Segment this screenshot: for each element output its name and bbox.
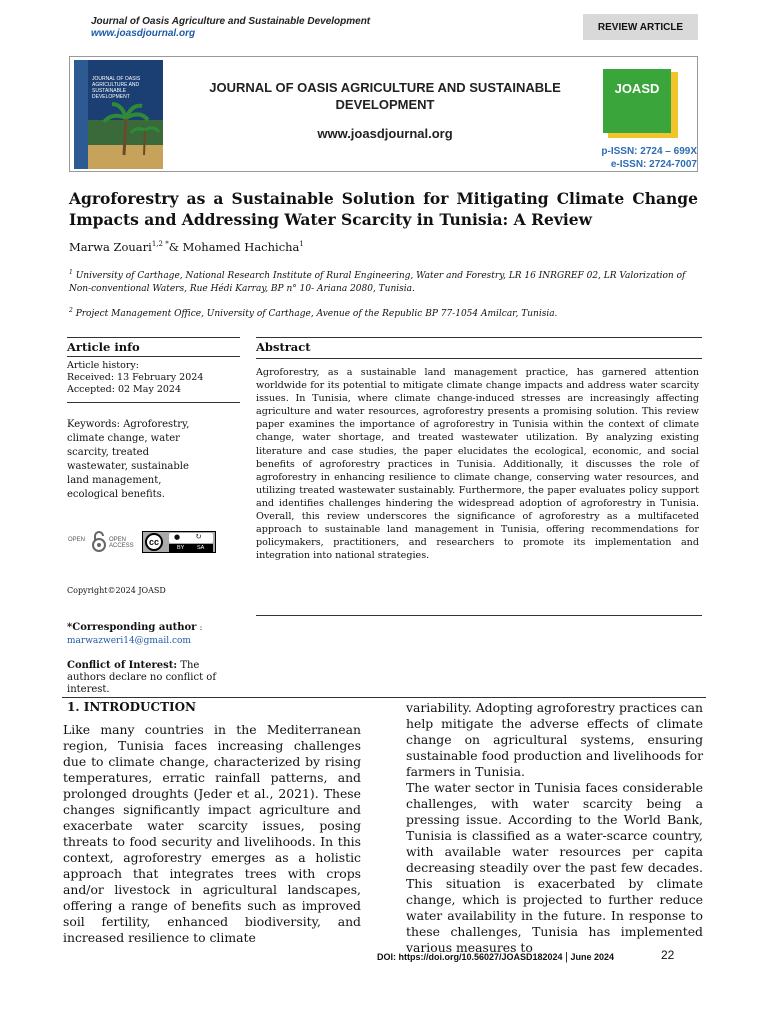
affiliation-text: Project Management Office, University of Carthage, Avenue of the Republic BP 77-1054 Amilcar, Tunisia. <box>75 309 558 319</box>
affiliation-2 <box>69 304 698 321</box>
affiliation-text: University of Carthage, National Research Institute of Rural Engineering, Water and Forestry, LR 16 INRGREF 02, LR Valorization of Non-conventional Waters, Rue Hédi Karray, BP n° 10- Ariana 2080, Tunisia. <box>69 271 686 294</box>
author-superscript: 1 <box>299 240 304 249</box>
open-lock-icon <box>91 530 107 552</box>
issn-block <box>580 145 697 171</box>
corresponding-email-link[interactable]: marwazweri14@gmail.com <box>67 636 191 646</box>
article-history <box>67 360 203 396</box>
history-label: Article history: <box>67 360 139 371</box>
paragraph: variability. Adopting agroforestry practices can help mitigate the adverse effects of climate change on agricultural systems, ensuring sustainable food production and livelihoods for farmers in Tunisia. <box>406 700 703 779</box>
corresponding-author <box>67 622 202 633</box>
author-line <box>69 240 304 254</box>
divider <box>67 337 240 338</box>
received-date: Received: 13 February 2024 <box>67 372 204 383</box>
journal-cover-image <box>74 60 163 169</box>
cc-icon: cc <box>145 533 163 551</box>
divider <box>67 356 240 357</box>
introduction-heading: 1. INTRODUCTION <box>67 700 197 714</box>
divider <box>256 337 702 338</box>
conflict-of-interest <box>67 660 222 696</box>
divider <box>67 402 240 403</box>
article-title: Agroforestry as a Sustainable Solution for Mitigating Climate Change Impacts and Addressing Water Scarcity in Tunisia: A Review <box>69 189 698 229</box>
p-issn: p-ISSN: 2724 – 699X <box>601 146 697 157</box>
cc-by-sa-license-icon[interactable] <box>142 531 216 553</box>
footer-separator: | <box>565 951 568 963</box>
corresponding-author-label: *Corresponding author <box>67 622 197 633</box>
introduction-left-column: Like many countries in the Mediterranean region, Tunisia faces increasing challenges due to climate change, characterized by rising temperatures, erratic rainfall patterns, and prolonged droughts (Jeder et al., 2021). These changes significantly impact agriculture and exacerbate water scarcity issues, posing threats to food security and livelihoods. In this context, agroforestry emerges as a holistic approach that integrates trees with crops and/or livestock in agricultural landscapes, offering a range of benefits such as improved soil fertility, enhanced biodiversity, and increased resilience to climate <box>63 722 361 945</box>
cc-by-label: BY <box>177 545 185 551</box>
doi-link[interactable]: DOI: https://doi.org/10.56027/JOASD182024 <box>377 952 563 962</box>
author-superscript: 1,2 * <box>151 240 169 249</box>
divider <box>256 358 702 359</box>
running-journal-url[interactable]: www.joasdjournal.org <box>91 28 196 39</box>
cc-symbols: ● ↻ <box>169 533 213 543</box>
running-journal-name: Journal of Oasis Agriculture and Sustainable Development <box>91 16 371 27</box>
author-name: & Mohamed Hachicha <box>168 240 300 254</box>
e-issn: e-ISSN: 2724-7007 <box>610 159 697 170</box>
footer-citation <box>377 951 614 963</box>
section-rule <box>62 697 706 698</box>
cc-sa-label: SA <box>197 545 205 551</box>
accepted-date: Accepted: 02 May 2024 <box>67 384 182 395</box>
abstract-text: Agroforestry, as a sustainable land management practice, has garnered attention worldwide for its potential to mitigate climate change impacts and address water scarcity issues. In Tunisia, where climate change-induced stresses are increasingly affecting agriculture and water resources, agroforestry presents a promising solution. This review paper examines the importance of agroforestry in Tunisia within the context of climate change, water shortage, and treated wastewater utilization. By analyzing existing literature and case studies, the paper elucidates the ecological, economic, and social benefits of agroforestry practices in Tunisia. Additionally, it discusses the role of agroforestry in enhancing resilience to climate change, conserving water resources, and utilizing treated wastewater sustainably. Furthermore, the paper evaluates policy support and identifies challenges hindering the widespread adoption of agroforestry in Tunisia. Overall, this review underscores the significance of agroforestry as a multifaceted approach to sustainable land management in Tunisia, offering recommendations for policymakers, practitioners, and researchers to promote its implementation and integration into national strategies. <box>256 367 699 562</box>
introduction-right-column <box>406 700 703 956</box>
copyright: Copyright©2024 JOASD <box>67 586 166 595</box>
paragraph: The water sector in Tunisia faces considerable challenges, with water scarcity being a pressing issue. According to the World Bank, Tunisia is classified as a water-scarce country, with available water resources per capita decreasing steadily over the past few decades. This situation is exacerbated by climate change, which is projected to further reduce water availability in the future. In response to these challenges, Tunisia has implemented various measures to <box>406 780 703 955</box>
corresponding-colon: : <box>199 623 203 632</box>
divider <box>256 615 702 616</box>
banner-journal-url[interactable]: www.joasdjournal.org <box>317 126 453 141</box>
open-access-label-1: OPEN <box>68 537 86 543</box>
open-access-label: OPEN ACCESS <box>109 537 134 549</box>
affiliation-number: 1 <box>69 269 73 276</box>
affiliation-1 <box>69 266 698 296</box>
banner-journal-title: JOURNAL OF OASIS AGRICULTURE AND SUSTAINABLE DEVELOPMENT <box>209 80 561 112</box>
abstract-heading: Abstract <box>256 340 311 354</box>
coi-label: Conflict of Interest: <box>67 660 178 671</box>
affiliation-number: 2 <box>69 307 73 314</box>
cover-title: JOURNAL OF OASIS AGRICULTURE AND SUSTAINABLE DEVELOPMENT <box>92 76 141 100</box>
article-info-heading: Article info <box>67 340 140 354</box>
coi-text: The authors declare no conflict of interest. <box>67 660 217 695</box>
keywords: Keywords: Agroforestry, climate change, water scarcity, treated wastewater, sustainable land management, ecological benefits. <box>67 419 190 500</box>
issue-date: June 2024 <box>570 952 614 962</box>
joasd-logo: JOASD <box>603 69 671 133</box>
page-number: 22 <box>661 948 675 962</box>
article-type-badge: REVIEW ARTICLE <box>583 14 698 40</box>
author-name: Marwa Zouari <box>69 240 152 254</box>
